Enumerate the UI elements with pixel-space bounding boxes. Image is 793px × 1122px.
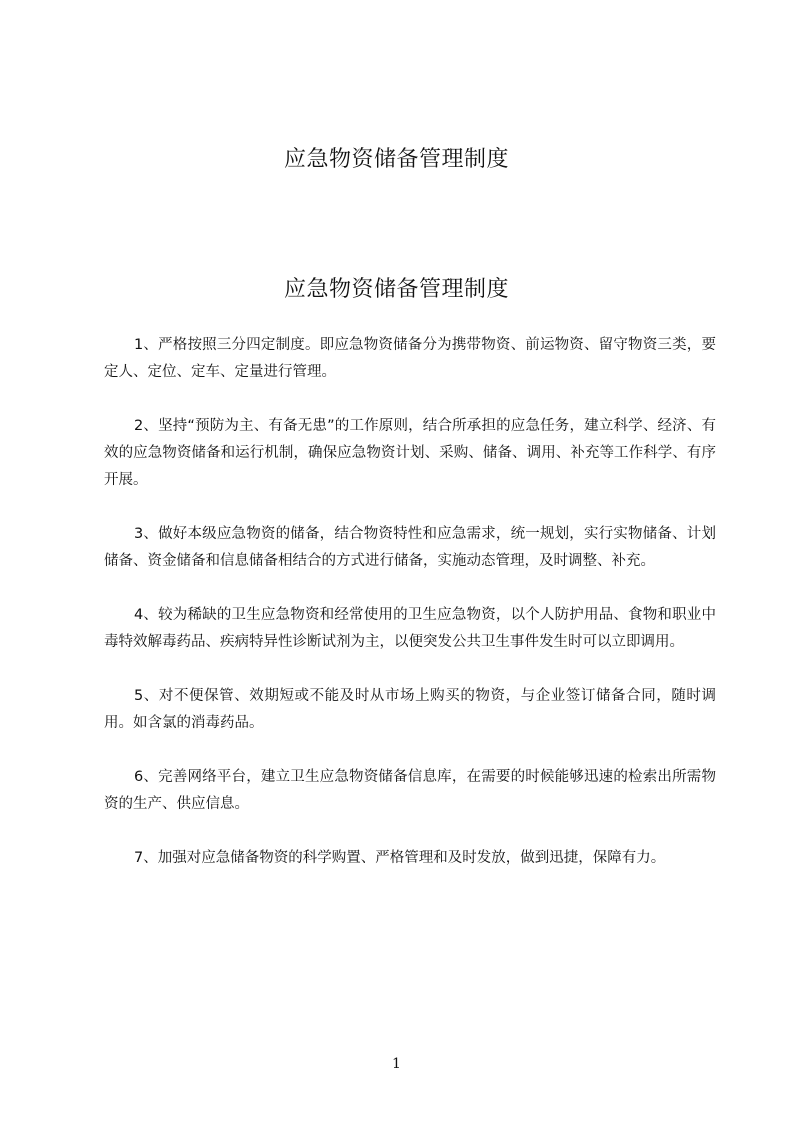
paragraph-3: 3、做好本级应急物资的储备，结合物资特性和应急需求，统一规划，实行实物储备、计划储备、资金储备和信息储备相结合的方式进行储备，实施动态管理，及时调整、补充。	[104, 526, 716, 569]
document-title-main: 应急物资储备管理制度	[283, 277, 509, 302]
paragraph-6: 6、完善网络平台，建立卫生应急物资储备信息库，在需要的时候能够迅速的检索出所需物资的生产、供应信息。	[104, 769, 716, 812]
paragraph-4: 4、较为稀缺的卫生应急物资和经常使用的卫生应急物资，以个人防护用品、食物和职业中毒特效解毒药品、疾病特异性诊断试剂为主，以便突发公共卫生事件发生时可以立即调用。	[104, 607, 716, 650]
paragraph-1: 1、严格按照三分四定制度。即应急物资储备分为携带物资、前运物资、留守物资三类，要定人、定位、定车、定量进行管理。	[104, 337, 716, 380]
paragraph-2: 2、坚持“预防为主、有备无患”的工作原则，结合所承担的应急任务，建立科学、经济、有效的应急物资储备和运行机制，确保应急物资计划、采购、储备、调用、补充等工作科学、有序开展。	[104, 418, 716, 488]
paragraph-7: 7、加强对应急储备物资的科学购置、严格管理和及时发放，做到迅捷，保障有力。	[134, 850, 666, 866]
document-title-top: 应急物资储备管理制度	[283, 147, 509, 172]
document-body	[104, 332, 716, 899]
paragraph-5: 5、对不便保管、效期短或不能及时从市场上购买的物资，与企业签订储备合同，随时调用。如含氯的消毒药品。	[104, 688, 716, 731]
page-number: 1	[392, 1056, 401, 1072]
